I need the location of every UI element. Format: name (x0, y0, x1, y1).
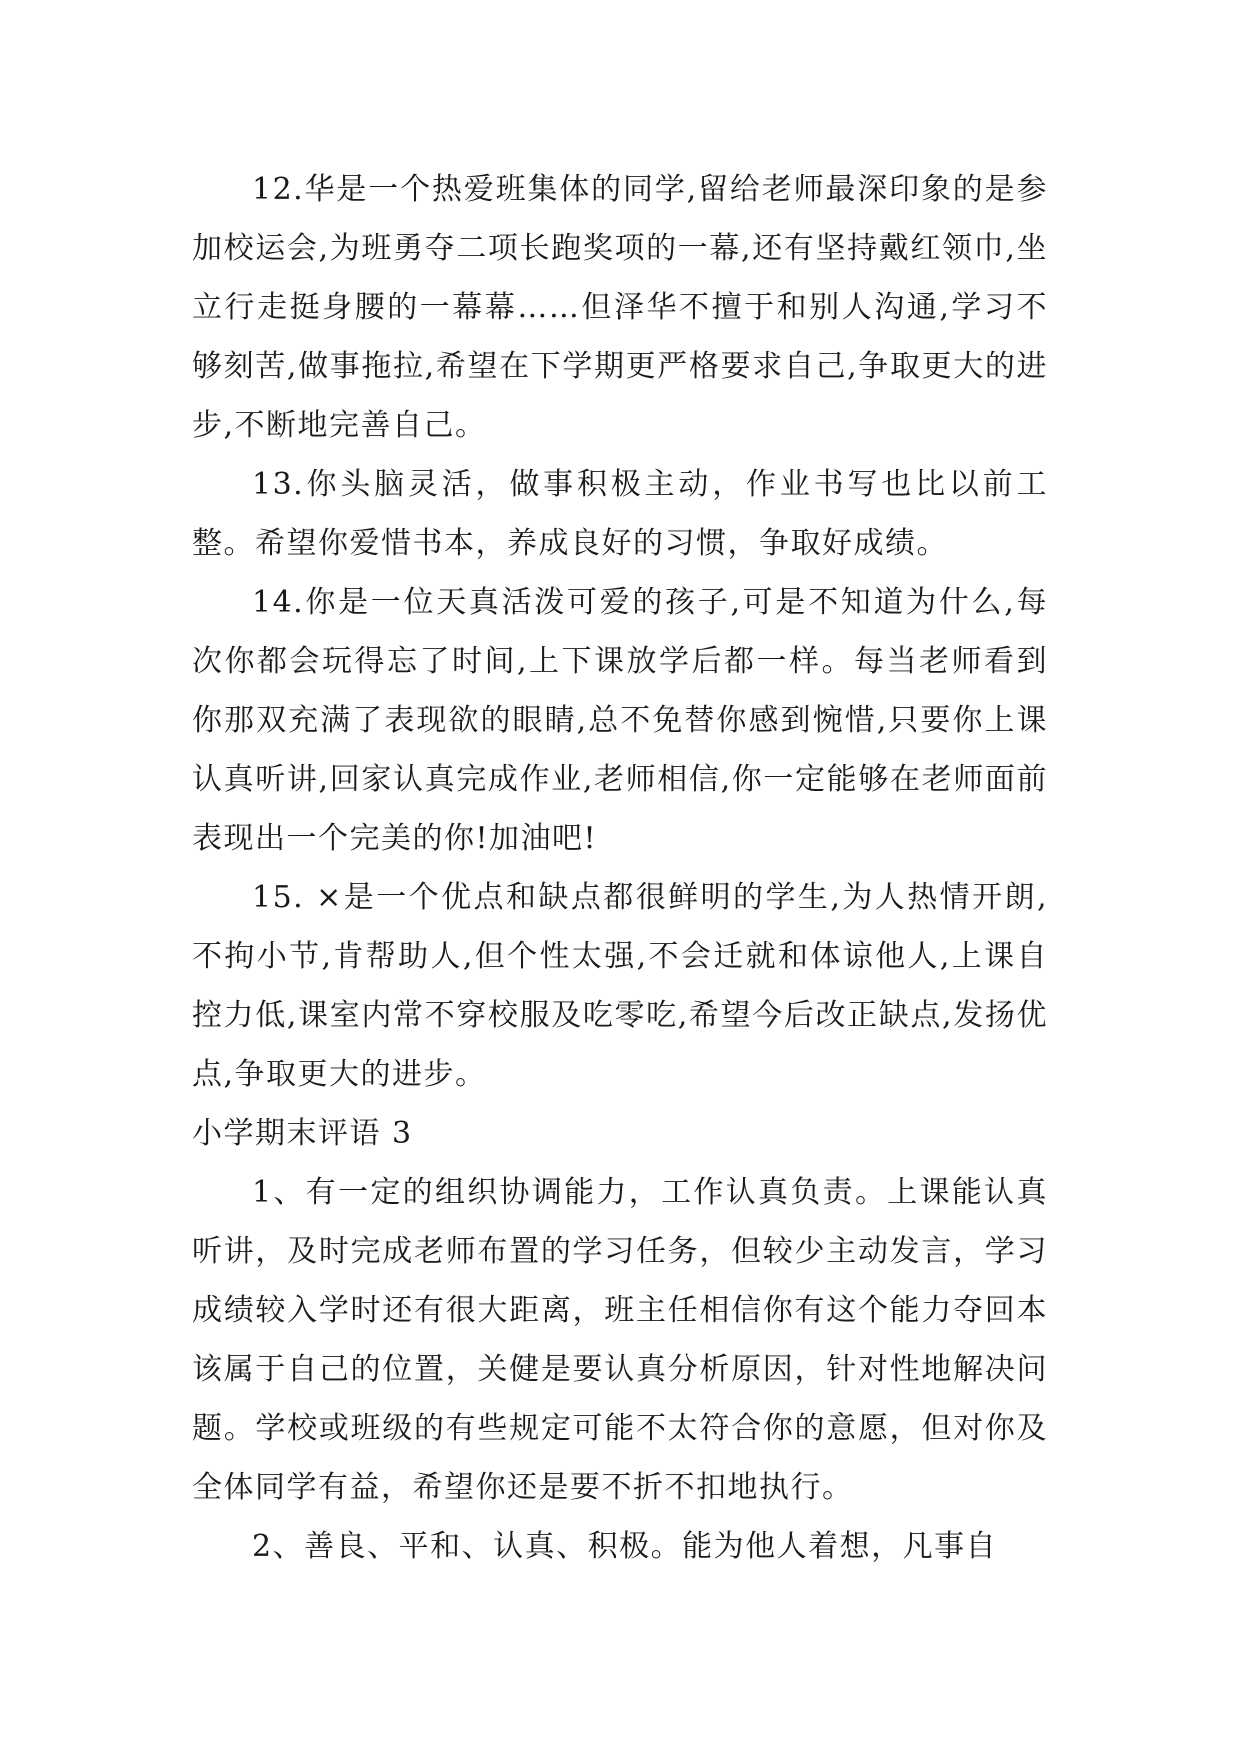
comment-paragraph-12: 12.华是一个热爱班集体的同学,留给老师最深印象的是参加校运会,为班勇夺二项长跑奖项的一幕,还有坚持戴红领巾,坐立行走挺身腰的一幕幕……但泽华不擅于和别人沟通,学习不够刻苦,做事拖拉,希望在下学期更严格要求自己,争取更大的进步,不断地完善自己。 (192, 172, 1048, 443)
comment-paragraph-2: 2、善良、平和、认真、积极。能为他人着想，凡事自 (252, 1529, 998, 1564)
section-heading: 小学期末评语 3 (192, 1116, 413, 1151)
comment-paragraph-14: 14.你是一位天真活泼可爱的孩子,可是不知道为什么,每次你都会玩得忘了时间,上下课放学后都一样。每当老师看到你那双充满了表现欲的眼睛,总不免替你感到惋惜,只要你上课认真听讲,回家认真完成作业,老师相信,你一定能够在老师面前表现出一个完美的你!加油吧! (192, 585, 1048, 856)
document-body (192, 160, 1048, 1576)
comment-paragraph-13: 13.你头脑灵活，做事积极主动，作业书写也比以前工整。希望你爱惜书本，养成良好的习惯，争取好成绩。 (192, 467, 1048, 561)
comment-paragraph-15: 15. ×是一个优点和缺点都很鲜明的学生,为人热情开朗,不拘小节,肯帮助人,但个性太强,不会迁就和体谅他人,上课自控力低,课室内常不穿校服及吃零吃,希望今后改正缺点,发扬优点,争取更大的进步。 (192, 880, 1048, 1092)
comment-paragraph-1: 1、有一定的组织协调能力，工作认真负责。上课能认真听讲，及时完成老师布置的学习任务，但较少主动发言，学习成绩较入学时还有很大距离，班主任相信你有这个能力夺回本该属于自己的位置，关健是要认真分析原因，针对性地解决问题。学校或班级的有些规定可能不太符合你的意愿，但对你及全体同学有益，希望你还是要不折不扣地执行。 (192, 1175, 1048, 1505)
